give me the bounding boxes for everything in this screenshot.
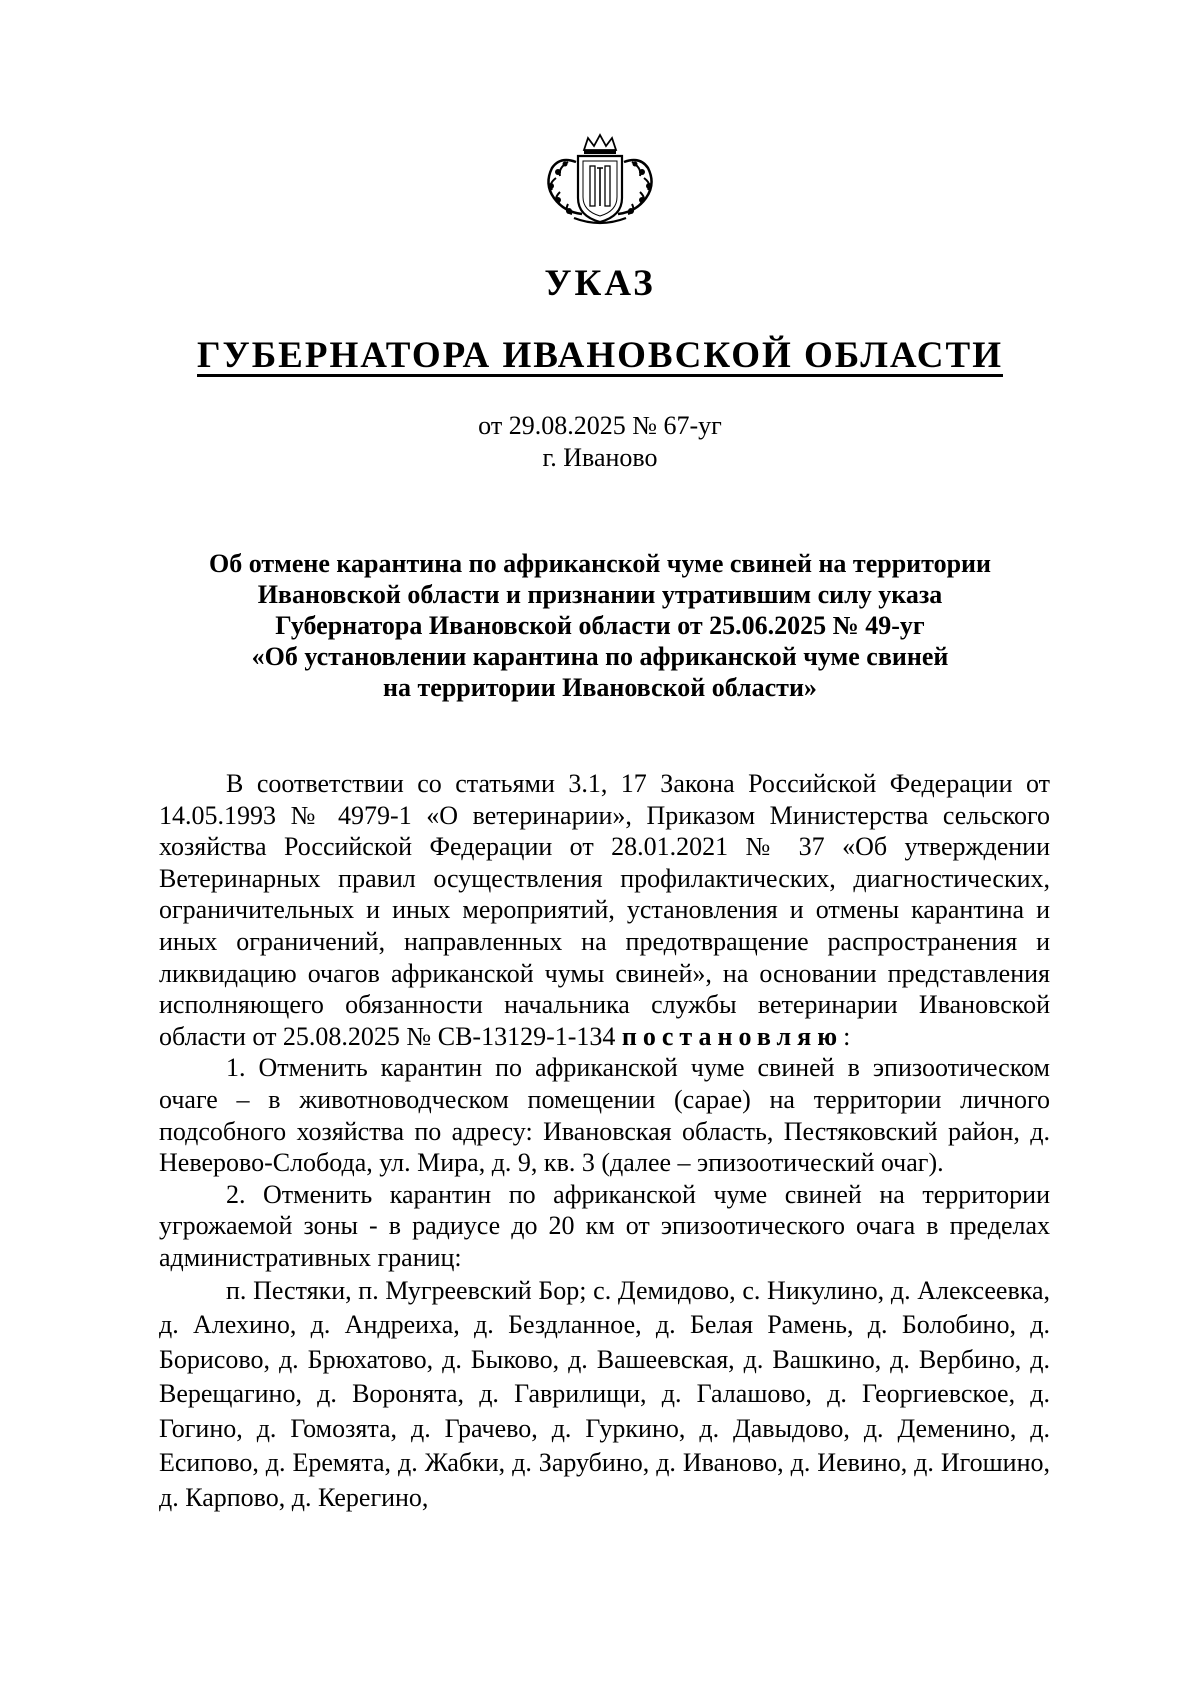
preamble-text: В соответствии со статьями 3.1, 17 Закона Российской Федерации от 14.05.1993 № 4979-1 «О ветеринарии», Приказом Министерства сельского хозяйства Российской Федерации от 28.01.2021 № 37 «Об утверждении Ветеринарных правил осуществления профилактических, диагностических, ограничительных и иных мероприятий, установления и отмены карантина и иных ограничений, направленных на предотвращение распространения и ликвидацию очагов африканской чумы свиней», на основании представления исполняющего обязанности начальника службы ветеринарии Ивановской области от 25.08.2025 № СВ-13129-1-134	[159, 769, 1050, 1051]
coat-of-arms-emblem	[538, 132, 662, 228]
document-type-heading: УКАЗ	[544, 263, 656, 304]
title-line: Губернатора Ивановской области от 25.06.2025 № 49-уг	[275, 611, 925, 640]
document-title	[150, 548, 1050, 703]
title-line: на территории Ивановской области»	[383, 673, 817, 702]
settlements-list: п. Пестяки, п. Мугреевский Бор; с. Демидово, с. Никулино, д. Алексеевка, д. Алехино, д. Андреиха, д. Бездланное, д. Белая Рамень, д. Болобино, д. Борисово, д. Брюхатово, д. Быково, д. Вашеевская, д. Вашкино, д. Вербино, д. Верещагино, д. Воронята, д. Гаврилищи, д. Галашово, д. Георгиевское, д. Гогино, д. Гомозята, д. Грачево, д. Гуркино, д. Давыдово, д. Деменино, д. Есипово, д. Еремята, д. Жабки, д. Зарубино, д. Иваново, д. Иевино, д. Игошино, д. Карпово, д. Керегино,	[159, 1275, 1050, 1513]
issue-city: г. Иваново	[542, 443, 658, 472]
date-and-number: от 29.08.2025 № 67-уг	[478, 411, 722, 440]
title-line: Об отмене карантина по африканской чуме свиней на территории	[209, 549, 991, 578]
issuing-authority-heading	[0, 334, 1200, 377]
title-line: «Об установлении карантина по африканской чуме свиней	[251, 642, 949, 671]
resolve-word: постановляю	[621, 1021, 844, 1051]
preamble-paragraph	[159, 768, 1050, 1052]
title-line: Ивановской области и признании утратившим силу указа	[257, 580, 943, 609]
item-2-paragraph: 2. Отменить карантин по африканской чуме свиней на территории угрожаемой зоны - в радиусе до 20 км от эпизоотического очага в пределах административных границ:	[159, 1179, 1050, 1272]
document-body	[159, 768, 1050, 1516]
resolve-colon: :	[843, 1021, 851, 1051]
item-1-paragraph: 1. Отменить карантин по африканской чуме свиней в эпизоотическом очаге – в животноводческом помещении (сарае) на территории личного подсобного хозяйства по адресу: Ивановская область, Пестяковский район, д. Неверово-Слобода, ул. Мира, д. 9, кв. 3 (далее – эпизоотический очаг).	[159, 1053, 1050, 1178]
issuing-authority-text: ГУБЕРНАТОРА ИВАНОВСКОЙ ОБЛАСТИ	[197, 335, 1003, 376]
